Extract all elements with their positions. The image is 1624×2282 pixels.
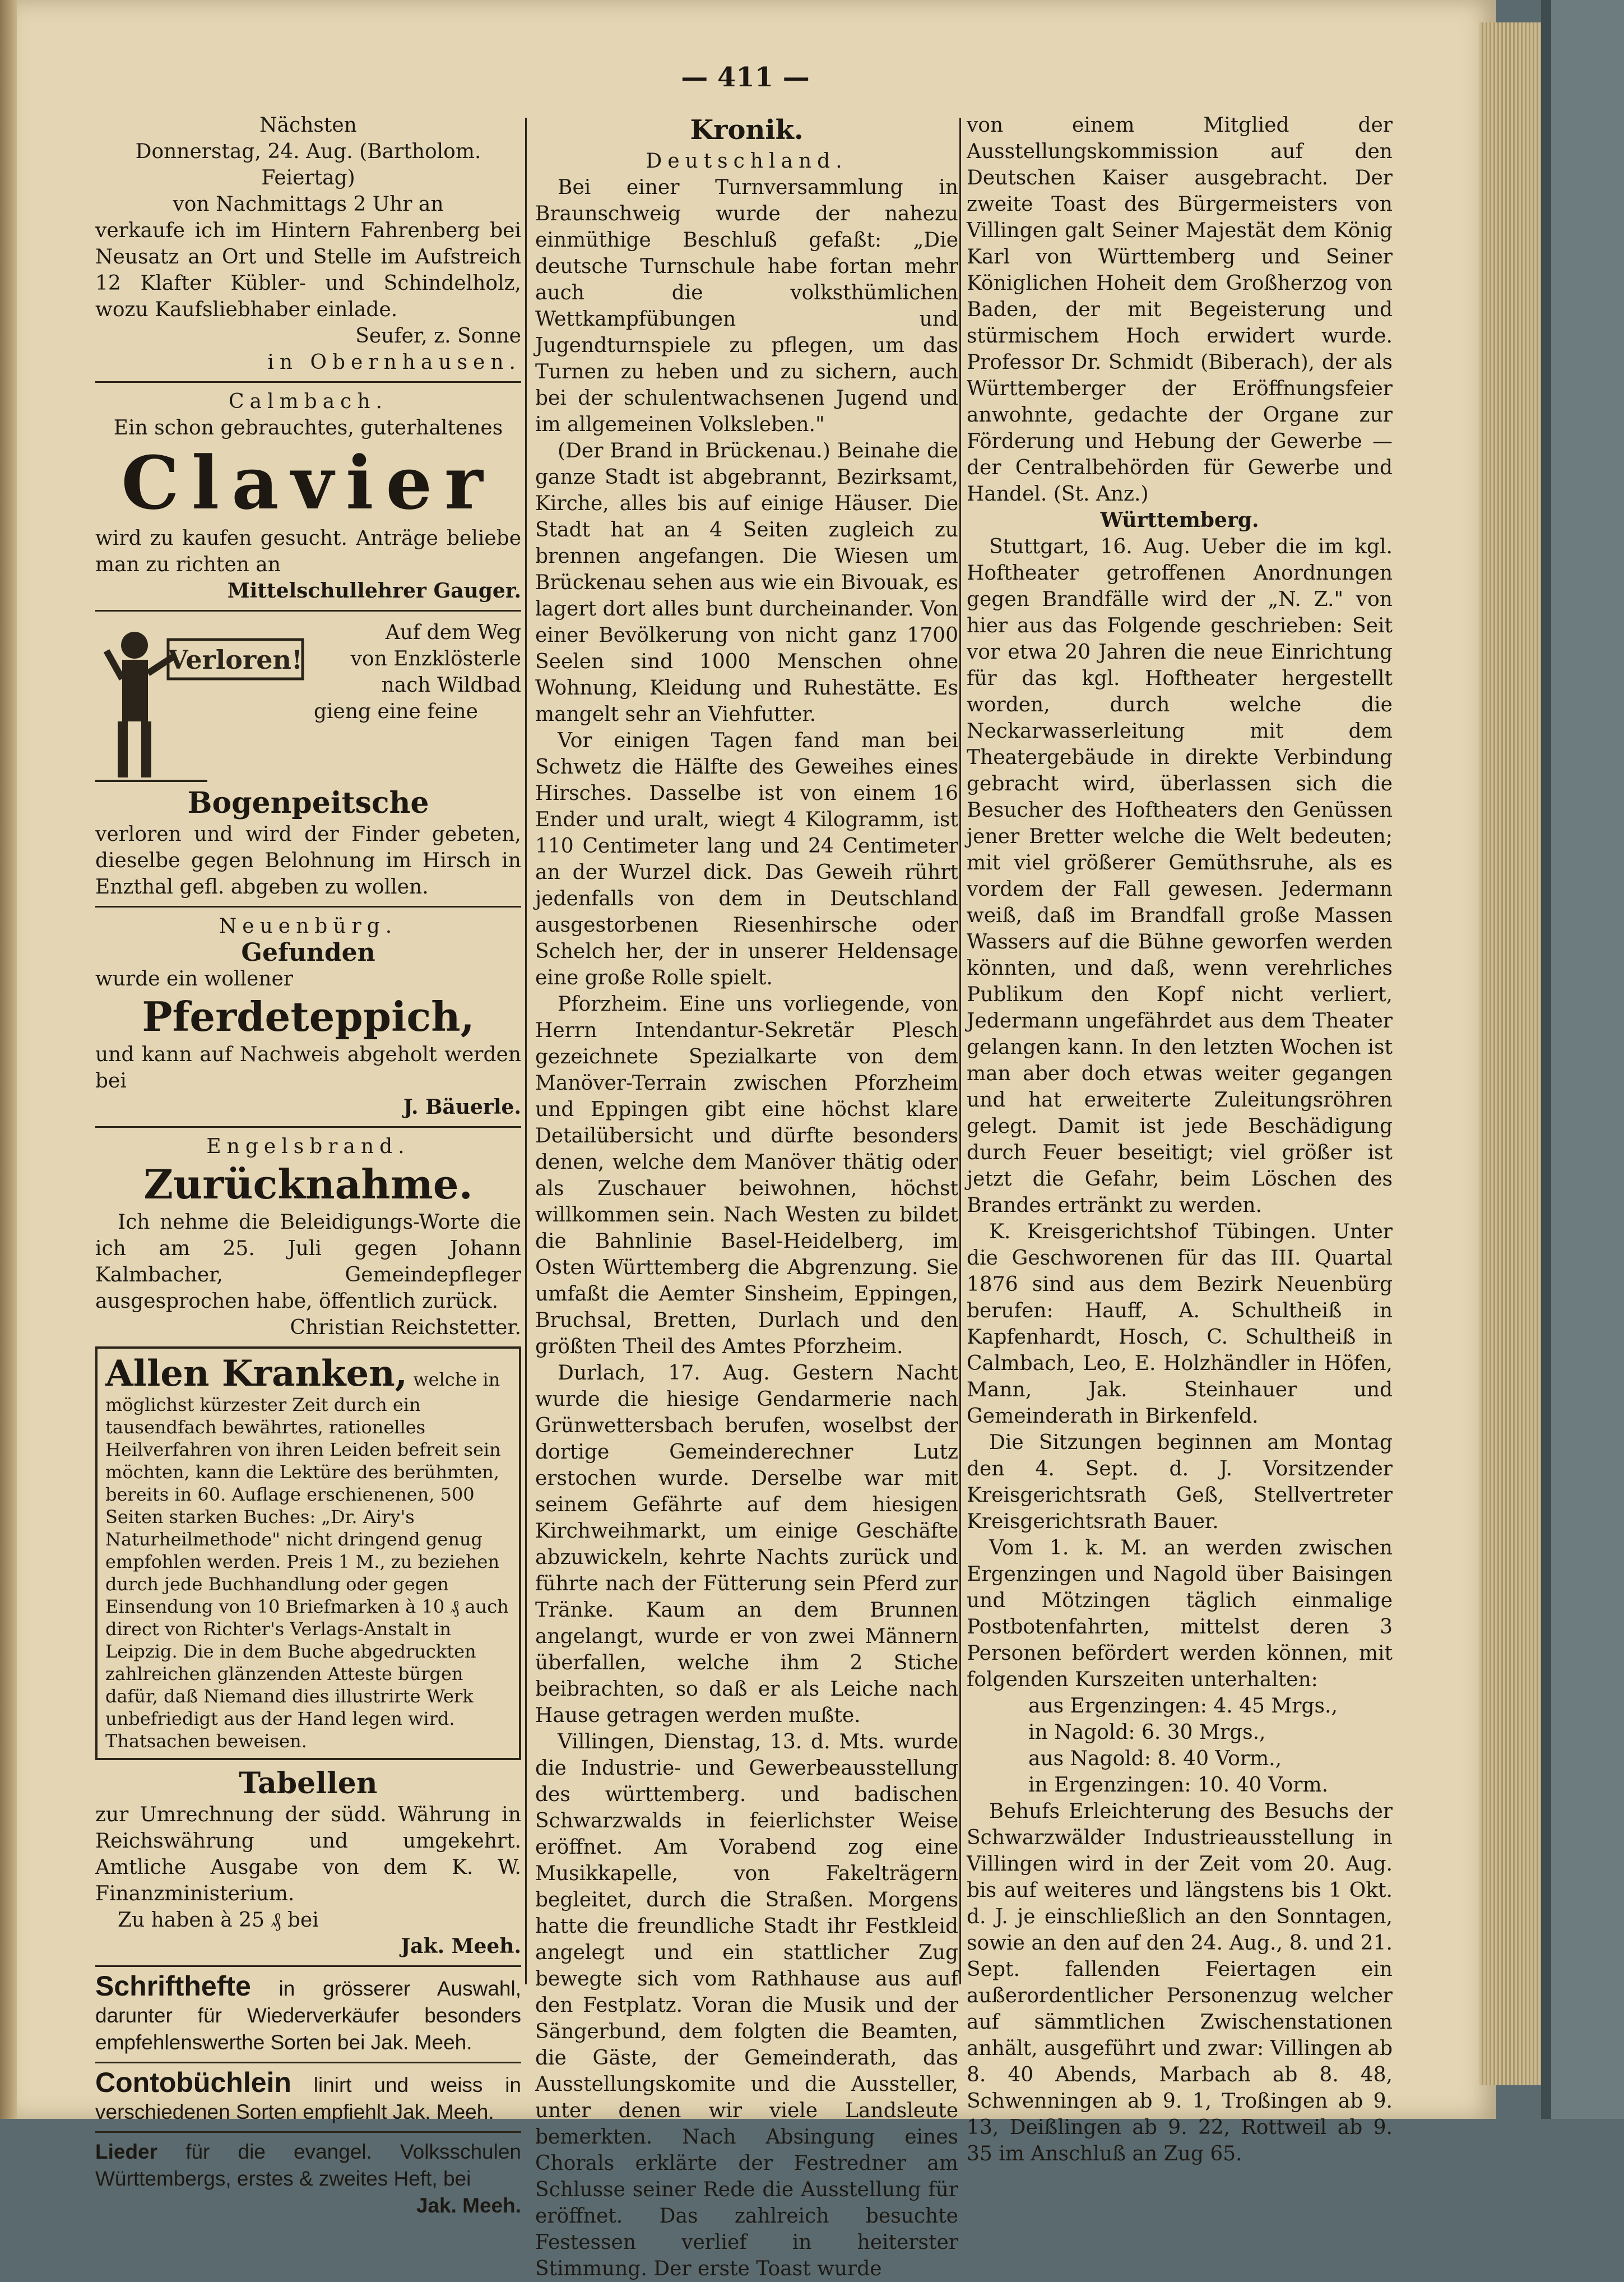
ad-label: Verloren!: [168, 645, 303, 675]
ad-body: in grösserer Auswahl, darunter für Wiederverkäufer besonders empfehlenswerthe Sorten bei Jak. Meeh.: [95, 1977, 521, 2054]
ad-line: Donnerstag, 24. Aug. (Bartholom. Feiertag): [135, 140, 481, 189]
ad-subheadline: Gefunden: [241, 938, 375, 967]
column-rule: [525, 118, 527, 1984]
ad-allen-kranken: [95, 1346, 521, 1760]
schedule-item: in Nagold: 6. 30 Mrgs.,: [1028, 1721, 1266, 1744]
ad-lieder: [95, 2138, 521, 2219]
ad-line: Zu haben à 25 ₰ bei: [118, 1909, 319, 1932]
ad-lost-whip: [95, 617, 521, 900]
ad-signature: Jak. Meeh.: [401, 1934, 521, 1958]
article-paragraph: Villingen, Dienstag, 13. d. Mts. wurde die Industrie- und Gewerbeausstellung des württemberg. und badischen Schwarzwalds in feierlichster Weise eröffnet. Am Vorabend zog eine Musikkapelle, von Fakelträgern begleitet, durch die Straßen. Morgens hatte die freundliche Stadt ihr Festkleid angelegt und ein stattlicher Zug bewegte sich vom Rathhause aus auf den Festplatz. Voran die Musik und der Sängerbund, dem folgten die Beamten, die Gäste, der Gemeinderath, das Ausstellungskomite und die Aussteller, unter denen wir viele Landsleute bemerkten. Nach Absingung eines Chorals erklärte der Festredner am Schlusse seiner Rede die Ausstellung für eröffnet. Das zahlreich besuchte Festessen verlief in heiterster Stimmung. Der erste Toast wurde: [535, 1730, 958, 2280]
ad-headline: Bogenpeitsche: [187, 786, 429, 820]
schedule-item: aus Ergenzingen: 4. 45 Mrgs.,: [1028, 1695, 1338, 1718]
divider: [95, 906, 521, 908]
ad-place: Engelsbrand.: [206, 1135, 410, 1158]
ad-retraction: [95, 1133, 521, 1341]
ad-headline: Schrifthefte: [95, 1970, 251, 2002]
page-stack-edge: [1479, 22, 1541, 2085]
ad-headline: Clavier: [121, 440, 495, 526]
article-paragraph: (Der Brand in Brückenau.) Beinahe die ganze Stadt ist abgebrannt, Bezirksamt, Kirche, alles bis auf einige Häuser. Die Stadt hat an 4 Seiten zugleich zu brennen angefangen. Die Wiesen um Brückenau sehen aus wie ein Bivouak, es lagert dort alles bunt durcheinander. Von einer Bevölkerung von nicht ganz 1700 Seelen sind 1000 Menschen ohne Wohnung, Kleidung und Ruhestätte. Es mangelt sehr an Viehfutter.: [535, 439, 958, 726]
ad-signature: Jak. Meeh.: [416, 2194, 521, 2217]
ad-signature: Mittelschullehrer Gauger.: [227, 579, 521, 603]
article-paragraph: Stuttgart, 16. Aug. Ueber die im kgl. Hoftheater getroffenen Anordnungen gegen Brandfälle wird der „N. Z." von hier aus das Folgende geschrieben: Seit vor etwa 20 Jahren die neue Einrichtung für das kgl. Hoftheater hergestellt worden, durch welche die Neckarwasserleitung mit dem Theatergebäude in direkte Verbindung gebracht wird, überlassen sich die Besucher des Hoftheaters den Genüssen jener Bretter welche die Welt bedeuten; mit viel größerer Gemüthsruhe, als es vordem der Fall gewesen. Jedermann weiß, daß im Brandfall große Massen Wassers auf die Bühne geworfen werden könnten, und daß, wenn verehrliches Publikum den Kopf nicht verliert, Jedermann ungefährdet aus dem Theater gelangen kann. In den letzten Wochen ist man aber doch etwas weiter gegangen und hat erweiterte Zuleitungsröhren gelegt. Damit ist jede Beschädigung durch Feuer beseitigt; viel größer ist jetzt die Gefahr, beim Löschen des Brandes ertränkt zu werden.: [967, 535, 1393, 1217]
ad-line: Nächsten: [259, 114, 357, 137]
article-paragraph: Vom 1. k. M. an werden zwischen Ergenzingen und Nagold über Baisingen und Mötzingen täglich einmalige Postbotenfahrten, mittelst deren 3 Personen befördert werden können, mit folgenden Kurszeiten unterhalten:: [967, 1536, 1393, 1691]
ad-body: verloren und wird der Finder gebeten, dieselbe gegen Belohnung im Hirsch in Enzthal gefl. abgeben zu wollen.: [95, 823, 521, 899]
page-left-edge: [0, 0, 17, 2119]
article-paragraph: Die Sitzungen beginnen am Montag den 4. Sept. d. J. Vorsitzender Kreisgerichtsrath Geß, Stellvertreter Kreisgerichtsrath Bauer.: [967, 1431, 1393, 1533]
ad-line: von Enzklösterle: [350, 647, 521, 670]
section-subtitle: Württemberg.: [1100, 508, 1259, 532]
ad-place: Neuenbürg.: [219, 915, 398, 938]
ad-signature: Seufer, z. Sonne: [355, 325, 521, 348]
ad-line: von Nachmittags 2 Uhr an: [173, 193, 444, 216]
column-rule: [959, 118, 961, 1984]
ad-intro: Ein schon gebrauchtes, guterhaltenes: [113, 416, 503, 439]
ad-line: Auf dem Weg: [385, 621, 521, 644]
town-crier-illustration: [95, 617, 308, 785]
ad-headline: Tabellen: [239, 1766, 378, 1800]
divider: [95, 381, 521, 383]
article-paragraph: Durlach, 17. Aug. Gestern Nacht wurde die hiesige Gendarmerie nach Grünwettersbach berufen, woselbst der dortige Gemeinderechner Lutz erstochen wurde. Derselbe war mit seinem Gefährte auf dem hiesigen Kirchweihmarkt, um einige Geschäfte abzuwickeln, kehrte Nachts zurück und führte nach der Fütterung sein Pferd zur Tränke. Kaum an dem Brunnen angelangt, wurde er von zwei Männern überfallen, welche ihm 2 Stiche beibrachten, so daß er als Leiche nach Hause getragen werden mußte.: [535, 1362, 958, 1727]
ad-clavier: [95, 388, 521, 604]
ad-wood-sale: [95, 112, 521, 376]
book-cover: [1541, 0, 1624, 2119]
article-paragraph: Bei einer Turnversammlung in Braunschweig wurde der nahezu einmüthige Beschluß gefaßt: „Die deutsche Turnschule habe fortan mehr auch die volksthümlichen Wettkampfübungen und Jugendturnspiele zu pflegen, um das Turnen zu heben und zu sichern, auch bei der schulentwachsenen Jugend und im allgemeinen Volksleben.": [535, 176, 958, 436]
ad-signature: in Obernhausen.: [267, 351, 521, 374]
ad-body: und kann auf Nachweis abgeholt werden bei: [95, 1043, 521, 1093]
ad-contobuechlein: [95, 2069, 521, 2126]
article-paragraph: Behufs Erleichterung des Besuchs der Schwarzwälder Industrieausstellung in Villingen wird in der Zeit vom 20. Aug. bis auf weiteres und längstens bis 1 Okt. d. J. je einschließlich an den Sonntagen, sowie an den auf den 24. Aug., 8. und 21. Sept. fallenden Feiertagen ein außerordentlicher Personenzug welcher auf sämmtlichen Zwischenstationen anhält, ausgeführt und zwar: Villingen ab 8. 40 Abends, Marbach ab 8. 48, Schwenningen ab 9. 1, Troßingen ab 9. 13, Deißlingen ab 9. 22, Rottweil ab 9. 35 im Anschluß an Zug 65.: [967, 1800, 1393, 2165]
divider: [95, 2131, 521, 2133]
page-number: — 411 —: [681, 62, 810, 93]
ad-body: linirt und weiss in verschiedenen Sorten empfiehlt Jak. Meeh.: [95, 2073, 522, 2123]
ad-line: gieng eine feine: [314, 700, 478, 723]
article-paragraph: K. Kreisgerichtshof Tübingen. Unter die Geschworenen für das III. Quartal 1876 sind aus dem Bezirk Neuenbürg berufen: Hauff, A. Schultheiß in Kapfenhardt, Hosch, C. Schultheiß in Calmbach, Leo, E. Holzhändler in Höfen, Mann, Jak. Steinhauer und Gemeinderath in Birkenfeld.: [967, 1220, 1393, 1428]
ad-line: nach Wildbad: [381, 674, 521, 697]
ad-body: wird zu kaufen gesucht. Anträge beliebe man zu richten an: [95, 527, 521, 576]
ad-signature: Christian Reichstetter.: [290, 1316, 521, 1339]
ad-headline: Allen Kranken,: [105, 1353, 408, 1395]
schedule-list: [967, 1693, 1393, 1798]
ad-signature: J. Bäuerle.: [403, 1095, 521, 1119]
divider: [95, 610, 521, 612]
divider: [95, 1965, 521, 1967]
ad-headline: Contobüchlein: [95, 2067, 291, 2098]
ad-body: Ich nehme die Beleidigungs-Worte die ich am 25. Juli gegen Johann Kalmbacher, Gemeindepfleger ausgesprochen habe, öffentlich zurück.: [95, 1211, 521, 1313]
article-paragraph: Pforzheim. Eine uns vorliegende, von Herrn Intendantur-Sekretär Plesch gezeichnete Spezialkarte von dem Manöver-Terrain zwischen Pforzheim und Eppingen gibt eine höchst klare Detailübersicht und dürfte besonders denen, welche dem Manöver thätig oder als Zuschauer beiwohnen, höchst willkommen sein. Nach Westen zu bildet die Bahnlinie Basel-Heidelberg, im Osten Württemberg die Abgrenzung. Sie umfaßt die Aemter Sinsheim, Eppingen, Bruchsal, Bretten, Durlach und den größten Theil des Amtes Pforzheim.: [535, 993, 958, 1358]
ad-headline: Lieder: [95, 2140, 158, 2163]
divider: [95, 1126, 521, 1128]
ad-body: welche in möglichst kürzester Zeit durch ein tausendfach bewährtes, rationelles Heilverfahren von ihren Leiden befreit sein möchten, kann die Lektüre des berühmten, bereits in 60. Auflage erschienenen, 500 Seiten starken Buches: „Dr. Airy's Naturheilmethode" nicht dringend genug empfohlen werden. Preis 1 M., zu beziehen durch jede Buchhandlung oder gegen Einsendung von 10 Briefmarken à 10 ₰ auch direct von Richter's Verlags-Anstalt in Leipzig. Die in dem Buche abgedruckten zahlreichen glänzenden Atteste bürgen dafür, daß Niemand dies illustrirte Werk unbefriedigt aus der Hand legen wird. Thatsachen beweisen.: [105, 1369, 509, 1752]
advertisement-column: [95, 112, 521, 2219]
section-title: Kronik.: [690, 114, 804, 146]
ad-schrifthefte: [95, 1970, 521, 2056]
ad-place: Calmbach.: [229, 390, 388, 413]
chronicle-column: [535, 112, 958, 2282]
ad-found-carpet: [95, 913, 521, 1121]
ad-body: verkaufe ich im Hintern Fahrenberg bei Neusatz an Ort und Stelle im Aufstreich 12 Klafter Kübler- und Schindelholz, wozu Kaufsliebhaber einlade.: [95, 219, 521, 321]
book-cover-edge: [1541, 0, 1551, 2119]
ad-body: zur Umrechnung der südd. Währung in Reichswährung und umgekehrt. Amtliche Ausgabe von dem K. W. Finanzministerium.: [95, 1803, 521, 1905]
divider: [95, 2062, 521, 2063]
chronicle-column-continued: [967, 112, 1393, 2167]
ad-headline: Pferdeteppich,: [142, 993, 475, 1040]
article-paragraph: von einem Mitglied der Ausstellungskommission auf den Deutschen Kaiser ausgebracht. Der zweite Toast des Bürgermeisters von Villingen galt Seiner Majestät dem König Karl von Württemberg und Seiner Königlichen Hoheit dem Großherzog von Baden, der mit Begeisterung und stürmischem Hoch erwidert wurde. Professor Dr. Schmidt (Biberach), der als Württemberger der Eröffnungsfeier anwohnte, gedachte der Organe zur Förderung und Hebung der Gewerbe — der Centralbehörden für Gewerbe und Handel. (St. Anz.): [967, 114, 1393, 506]
section-subtitle: Deutschland.: [646, 150, 848, 173]
ad-tabellen: [95, 1766, 521, 1960]
schedule-item: aus Nagold: 8. 40 Vorm.,: [1028, 1747, 1282, 1770]
schedule-item: in Ergenzingen: 10. 40 Vorm.: [1028, 1774, 1329, 1797]
ad-body: für die evangel. Volksschulen Württembergs, erstes & zweites Heft, bei: [95, 2140, 522, 2190]
ad-intro: wurde ein wollener: [95, 968, 293, 990]
article-paragraph: Vor einigen Tagen fand man bei Schwetz die Hälfte des Geweihes eines Hirsches. Dasselbe ist von einem 16 Ender und uralt, wiegt 4 Kilogramm, ist 110 Centimeter lang und 24 Centimeter an der Wurzel dick. Das Geweih rührt jedenfalls von dem in Deutschland ausgestorbenen Riesenhirsche oder Schelch her, der in unserer Heldensage eine große Rolle spielt.: [535, 729, 958, 989]
ad-headline: Zurücknahme.: [143, 1160, 473, 1208]
